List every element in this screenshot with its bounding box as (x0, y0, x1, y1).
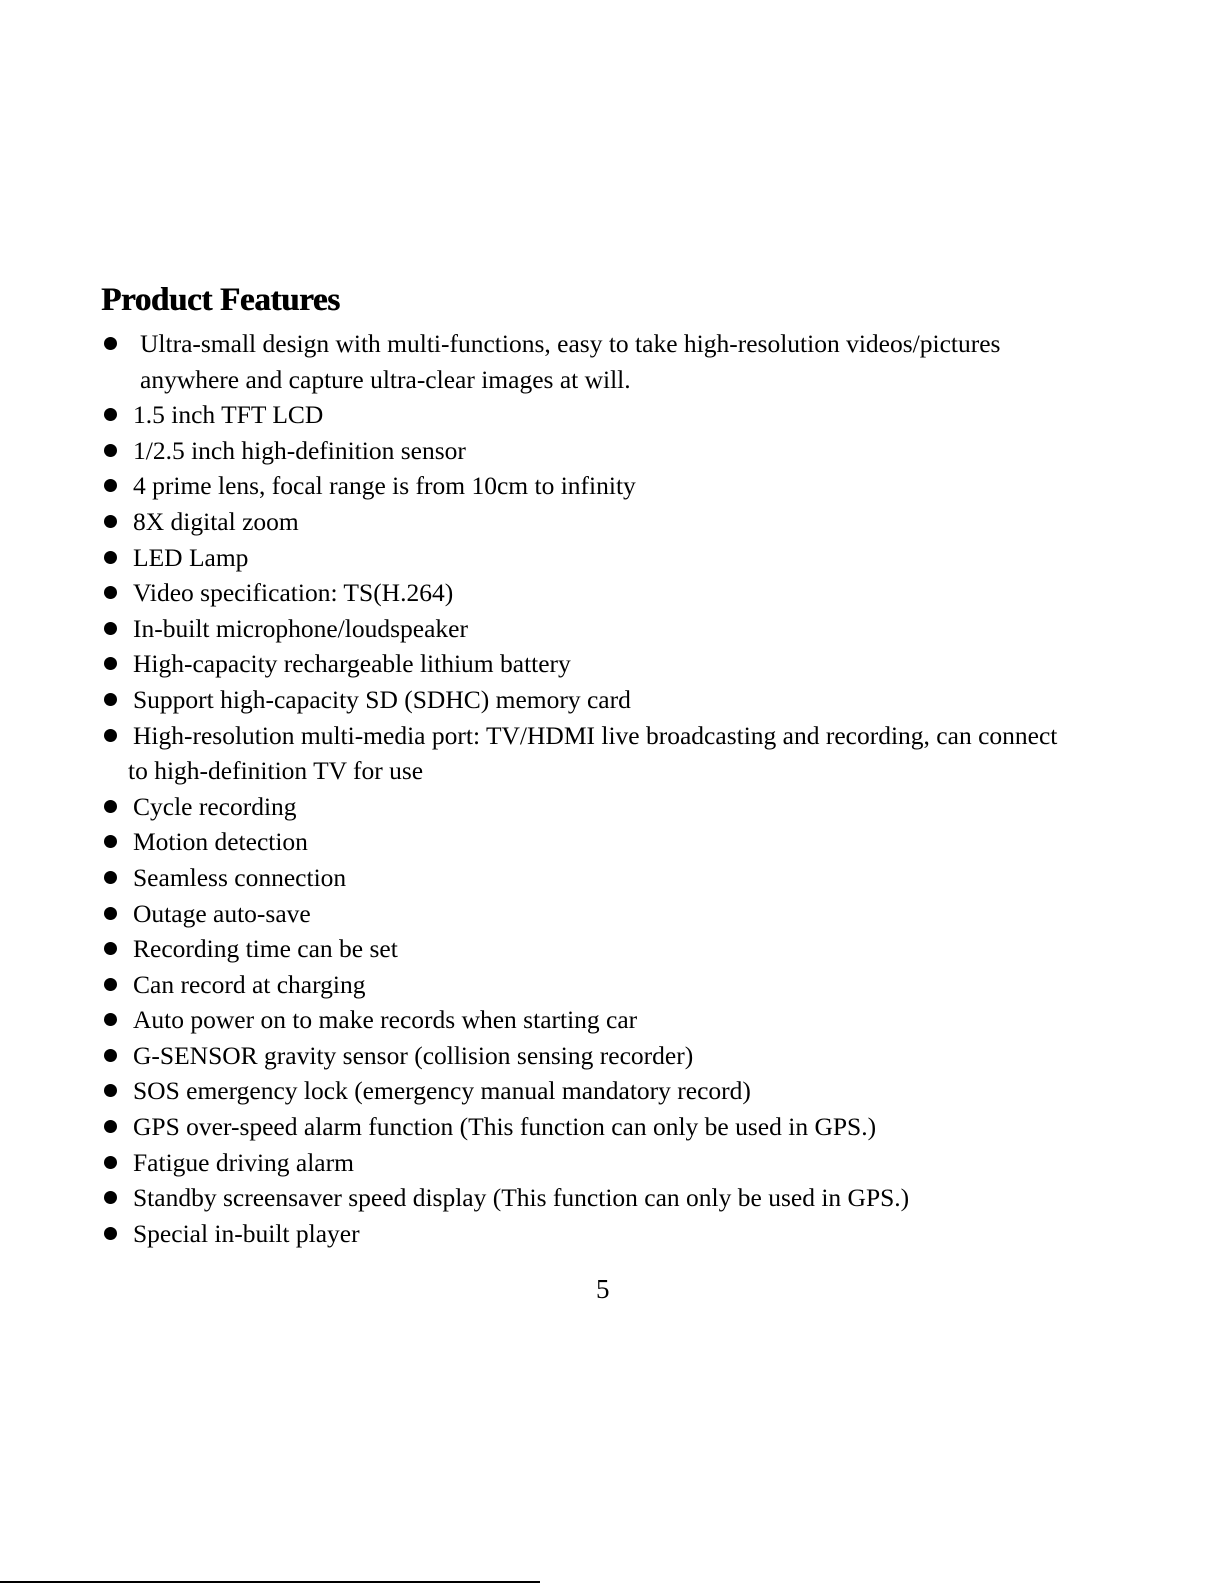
bullet-icon (104, 1156, 117, 1169)
bullet-icon (104, 978, 117, 991)
bullet-icon (104, 1049, 117, 1062)
feature-text: In-built microphone/loudspeaker (133, 613, 468, 643)
feature-text: Ultra-small design with multi-functions, easy to take high-resolution videos/pictures (140, 329, 1001, 358)
feature-text: Seamless connection (133, 862, 347, 892)
feature-item (101, 1073, 1141, 1109)
feature-item (101, 896, 1141, 932)
feature-item (101, 1145, 1141, 1181)
feature-text: Recording time can be set (133, 934, 398, 964)
feature-item (101, 611, 1141, 647)
bullet-icon (104, 1013, 117, 1026)
feature-text: LED Lamp (133, 542, 249, 572)
bullet-icon (104, 729, 117, 742)
feature-text: High-resolution multi-media port: TV/HDMI live broadcasting and recording, can connect (133, 720, 1058, 750)
bullet-icon (104, 1120, 117, 1133)
feature-item (101, 646, 1141, 682)
page-number: 5 (596, 1274, 610, 1304)
feature-item (101, 931, 1141, 967)
bullet-icon (104, 800, 117, 813)
feature-item (101, 789, 1141, 825)
feature-text: GPS over-speed alarm function (This function can only be used in GPS.) (133, 1112, 877, 1142)
feature-item (101, 326, 1141, 397)
feature-item (101, 860, 1141, 896)
feature-item (101, 540, 1141, 576)
bullet-icon (104, 479, 117, 492)
bullet-icon (104, 693, 117, 706)
bullet-icon (104, 657, 117, 670)
feature-text: Outage auto-save (133, 898, 311, 928)
bullet-icon (104, 942, 117, 955)
feature-text: 1/2.5 inch high-definition sensor (133, 435, 466, 465)
bullet-icon (104, 835, 117, 848)
bullet-icon (104, 907, 117, 920)
feature-text: Standby screensaver speed display (This function can only be used in GPS.) (133, 1183, 910, 1213)
feature-item (101, 1216, 1141, 1252)
feature-item (101, 1180, 1141, 1216)
feature-text: Video specification: TS(H.264) (133, 578, 454, 608)
feature-text: Fatigue driving alarm (133, 1147, 354, 1177)
feature-text: High-capacity rechargeable lithium battery (133, 649, 571, 679)
feature-item (101, 824, 1141, 860)
feature-item (101, 1002, 1141, 1038)
bullet-icon (104, 871, 117, 884)
feature-text: 1.5 inch TFT LCD (133, 400, 324, 430)
feature-text: Special in-built player (133, 1218, 360, 1248)
feature-text: Can record at charging (133, 969, 366, 999)
feature-text: Motion detection (133, 827, 308, 857)
feature-item (101, 433, 1141, 469)
feature-text: Support high-capacity SD (SDHC) memory card (133, 684, 631, 714)
feature-text: SOS emergency lock (emergency manual mandatory record) (133, 1076, 751, 1106)
feature-item (101, 1109, 1141, 1145)
feature-item (101, 468, 1141, 504)
bullet-icon (104, 551, 117, 564)
bullet-icon (104, 1227, 117, 1240)
feature-item (101, 967, 1141, 1003)
bullet-icon (104, 444, 117, 457)
feature-text: Auto power on to make records when starting car (133, 1005, 638, 1035)
feature-item (101, 397, 1141, 433)
bullet-icon (104, 1084, 117, 1097)
bullet-icon (104, 408, 117, 421)
feature-text-continued: to high-definition TV for use (128, 756, 424, 786)
bullet-icon (104, 622, 117, 635)
feature-item (101, 718, 1141, 789)
feature-text-continued: anywhere and capture ultra-clear images at will. (140, 364, 631, 394)
bullet-icon (104, 586, 117, 599)
page-title: Product Features (101, 282, 340, 318)
feature-text: G-SENSOR gravity sensor (collision sensing recorder) (133, 1040, 694, 1070)
feature-item (101, 575, 1141, 611)
bullet-icon (104, 337, 117, 350)
feature-list (101, 326, 1141, 1251)
bullet-icon (104, 515, 117, 528)
feature-item (101, 504, 1141, 540)
feature-text: 8X digital zoom (133, 506, 299, 536)
feature-item (101, 1038, 1141, 1074)
feature-item (101, 682, 1141, 718)
bullet-icon (104, 1191, 117, 1204)
feature-text: 4 prime lens, focal range is from 10cm to infinity (133, 471, 636, 501)
feature-text: Cycle recording (133, 791, 297, 821)
